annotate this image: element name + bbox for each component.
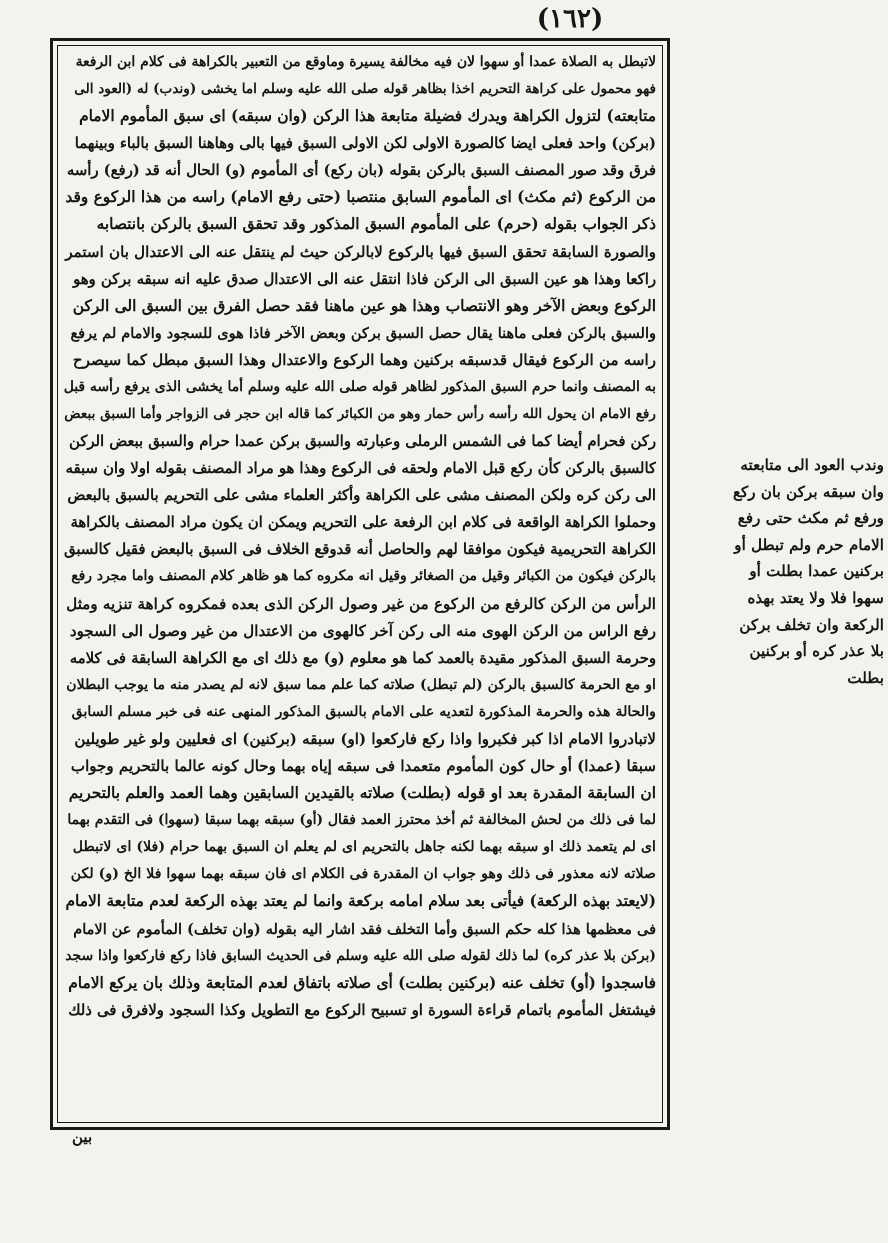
marginal-matn-text (676, 452, 884, 691)
text-line: سبقا (عمدا) أو حال كون المأموم متعمدا فى سبقه إياه بهما وحال كونه عالما بالتحريم وجواب (70, 757, 656, 776)
text-line: بالركن فيكون من الكبائر وقيل من الصغائر وقيل انه مكروه كما هو ظاهر كلام المصنف واما مجرد رفع (71, 568, 656, 585)
text-line: وحملوا الكراهة الواقعة فى كلام ابن الرفعة على التحريم ويمكن ان يكون مراد المصنف بالكراهة (70, 514, 656, 532)
text-line: به المصنف وانما حرم السبق المذكور لظاهر قوله صلى الله عليه وسلم أما يخشى الذى يرفع رأسه قبل (64, 378, 656, 395)
text-line: ذكر الجواب بقوله (حرم) على المأموم السبق المذكور وقد تحقق السبق بالركن بانتصابه (96, 215, 656, 234)
text-line: الرأس من الركن كالرفع من الركوع من غير وصول الركن الذى بعده فمكروه كراهة تنزيه ومثل (66, 594, 656, 613)
marginal-text-line: بطلت (847, 668, 884, 687)
text-line: الركوع وبعض الآخر وهو الانتصاب وهذا هو عين ماهنا فقد حصل الفرق بين السبق الى الركن (72, 296, 656, 315)
text-line: والحالة هذه والحرمة المذكورة لتعديه على الامام بالسبق المذكور المنهى عنه فى خبر مسلم السابق (71, 703, 656, 720)
marginal-text-line: الركعة وان تخلف بركن (739, 615, 884, 634)
text-line: فى معظمها هذا كله حكم السبق وأما التخلف فقد اشار اليه بقوله (وان تخلف) المأموم عن الامام (73, 920, 656, 938)
text-line: الكراهة التحريمية فيكون موافقا لهم والحاصل أنه قدوقع الخلاف فى السبق بالبعض فقيل كالسبق (64, 541, 656, 559)
text-line: فرق وقد صور المصنف السبق بالركن بقوله (بان ركع) أى المأموم (و) الحال أنه قد (رفع) رأسه (66, 162, 656, 180)
text-line: لما فى ذلك من لحش المخالفة ثم أخذ محترز العمد فقال (أو) سبقه بهما سبقا (سهوا) فى التقدم بهما (67, 812, 656, 829)
catchword: بين (72, 1128, 93, 1146)
text-line: من الركوع (ثم مكث) اى المأموم السابق منتصبا (حتى رفع الامام) راسه من هذا الركوع وقد (65, 188, 656, 207)
text-line: رفع الامام ان يحول الله رأسه رأس حمار وهو من الكبائر كما قاله ابن حجر فى الزواجر وأما السبق ببعض (64, 406, 656, 423)
text-line: فيشتغل المأموم باتمام قراءة السورة او تسبيح الركوع مع التطويل وكذا السجود ولافرق فى ذلك (68, 1001, 656, 1019)
text-line: متابعته) لتزول الكراهة ويدرك فضيلة متابعة هذا الركن (وان سبقه) اى سبق المأموم الامام (79, 107, 656, 126)
text-line: ان السابقة المقدرة بعد او قوله (بطلت) صلاته بالقيدين السابقين وهما العمد والعلم بالتحريم (68, 784, 656, 803)
marginal-text-line: وندب العود الى متابعته (740, 456, 884, 474)
text-line: كالسبق بالركن كأن ركع قبل الامام ولحقه فى الركوع وهذا هو مراد المصنف بقوله اولا وان سبقه (65, 460, 656, 478)
text-line: لاتبطل به الصلاة عمدا أو سهوا لان فيه مخالفة يسيرة وماوقع من التعبير بالكراهة فى كلام ابن الرفعة (75, 54, 656, 70)
main-text-body (64, 49, 656, 1024)
text-line: (بركن) واحد فعلى ايضا كالصورة الاولى لكن الاولى السبق فيها بالى وهاهنا السبق بالباء وبينهما (74, 135, 656, 153)
text-line: والسبق بالركن فعلى ماهنا يقال حصل السبق بركن وبعض الآخر فاذا هوى للسجود والامام لم يرفع (70, 324, 656, 342)
marginal-text-line: سهوا فلا ولا يعتد بهذه (747, 588, 884, 607)
marginal-text-line: وان سبقه بركن بان ركع (732, 482, 884, 501)
text-line: ركن فحرام أيضا كما فى الشمس الرملى وعبارته والسبق بركن عمدا حرام والسبق ببعض الركن (69, 433, 656, 451)
marginal-text-line: بلا عذر كره أو بركنين (749, 642, 884, 661)
text-line: او مع الحرمة كالسبق بالركن (لم تبطل) صلاته كما علم مما سبق لانه لم يصدر منه ما يوجب البطلان (66, 676, 656, 693)
text-line: (لايعتد بهذه الركعة) فيأتى بعد سلام امامه بركعة وانما لم يعتد بهذه الركعة لعدم متابعة الامام (65, 892, 656, 911)
marginal-text-line: الامام حرم ولم تبطل أو (734, 535, 884, 554)
text-line: راكعا وهذا هو عين السبق الى الركن فاذا انتقل عنه الى الاعتدال صدق عليه انه سبقه بركن وهو (73, 270, 656, 288)
main-text-frame-inner (57, 45, 663, 1123)
marginal-text-line: بركنين عمدا بطلت أو (749, 562, 884, 581)
text-line: رفع الراس من الركن الهوى منه الى ركن آخر كالهوى من الاعتدال من غير وصول الى السجود (69, 621, 656, 640)
text-line: وحرمة السبق المذكور مقيدة بالعمد كما هو معلوم (و) مع ذلك اى مع الكراهة السابقة فى كلامه (69, 649, 656, 667)
text-line: اى لم يتعمد ذلك او سبقه بهما لكنه جاهل بالتحريم اى لم يعلم ان السبق بهما حرام (فلا) اى لاتبطل (72, 839, 656, 856)
text-line: (بركن بلا عذر كره) لما ذلك لقوله صلى الله عليه وسلم فى الحديث السابق فاذا ركع فاركعوا واذا سجد (65, 947, 656, 964)
text-line: راسه من الركوع فيقال قدسبقه بركنين وهما الركوع والاعتدال وهذا السبق مبطل كما سيصرح (72, 350, 656, 369)
text-line: لاتبادروا الامام اذا كبر فكبروا واذا ركع فاركعوا (او) سبقه (بركنين) اى فعليين ولو غير طويلين (74, 729, 656, 748)
text-line: الى ركن كره ولكن المصنف مشى على الكراهة وأكثر العلماء مشى على التحريم بالسبق بالبعض (67, 487, 656, 505)
marginal-text-line: ورفع ثم مكث حتى رفع (737, 509, 884, 528)
text-line: صلاته لانه معذور فى ذلك وهو جواب ان المقدرة فى الكلام اى فان سبقه بهما سهوا فلا الخ (و) لكن (70, 866, 656, 883)
text-line: فهو محمول على كراهة التحريم اخذا بظاهر قوله صلى الله عليه وسلم اما يخشى (وندب) له (العود الى (74, 81, 656, 98)
page-number: (١٦٢) (536, 4, 604, 34)
text-line: والصورة السابقة تحقق السبق فيها بالركوع لابالركن حيث لم ينتقل عنه الى الاعتدال بان استمر (65, 242, 656, 261)
main-text-frame (50, 38, 670, 1130)
text-line: فاسجدوا (أو) تخلف عنه (بركنين بطلت) أى صلاته باتفاق لعدم المتابعة وذلك بان يركع الامام (68, 973, 656, 992)
